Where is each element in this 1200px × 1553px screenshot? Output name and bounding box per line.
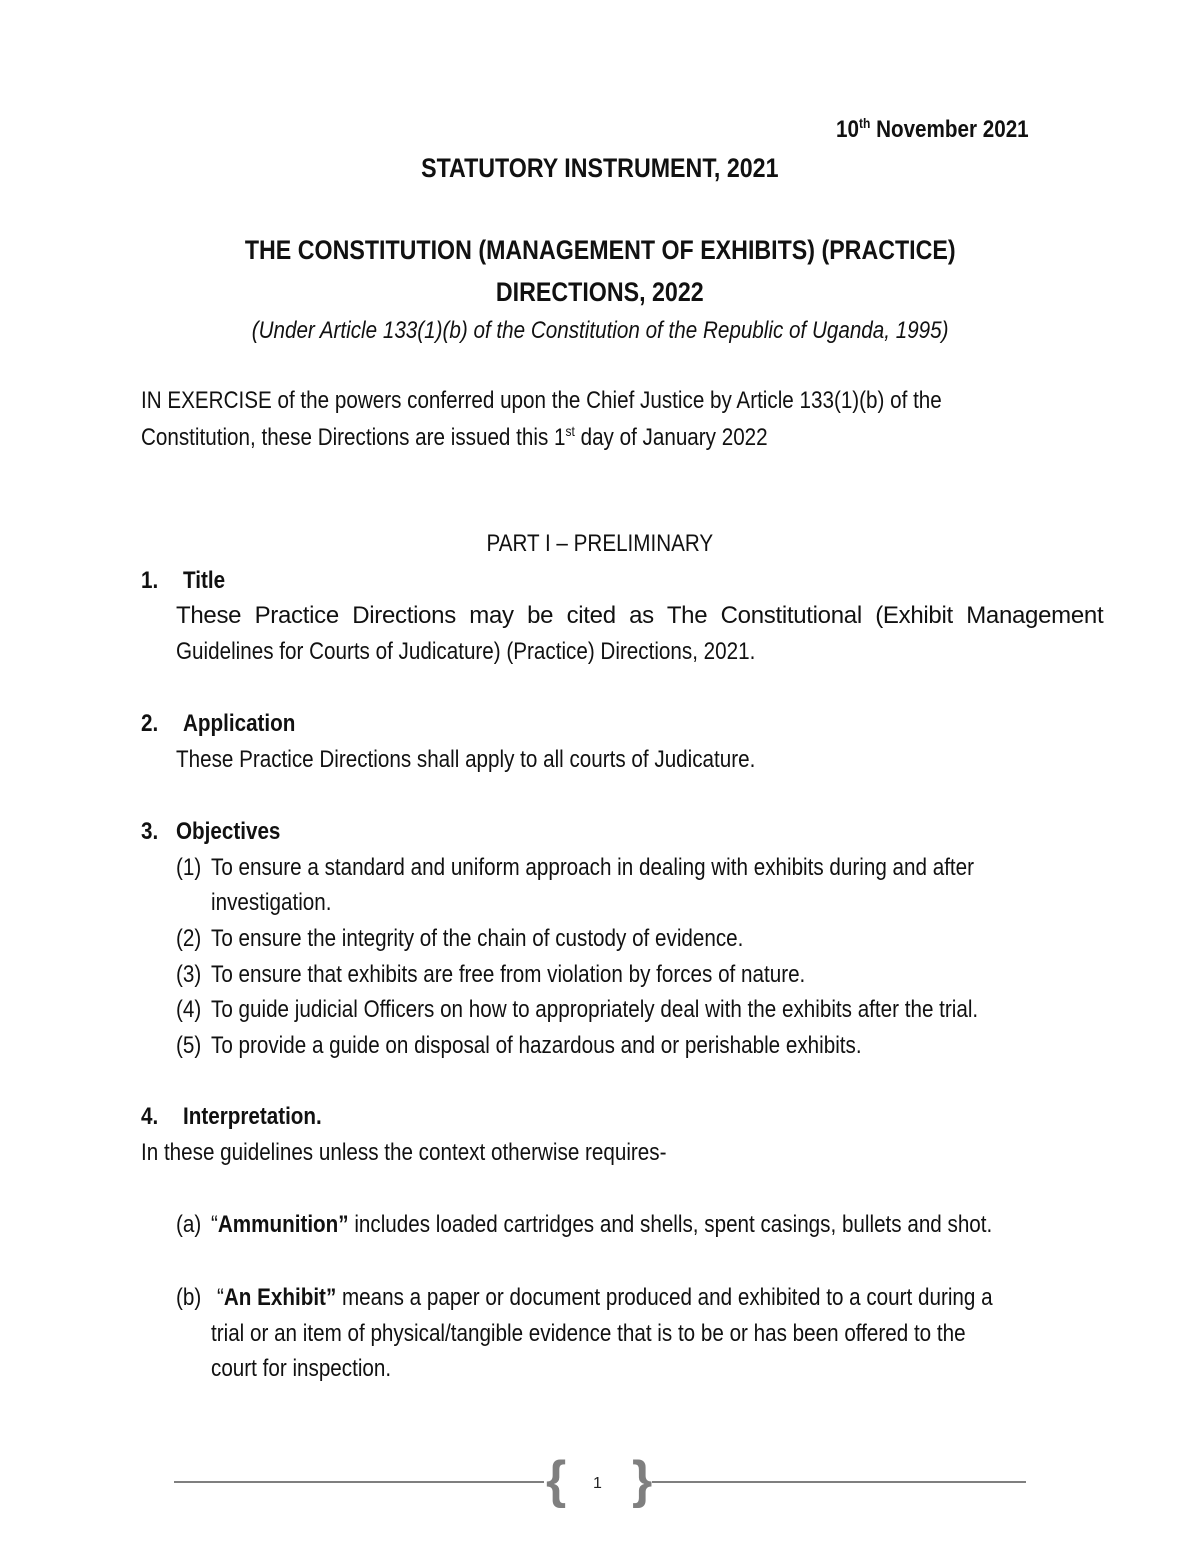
objective-5-label: (5) — [176, 1032, 202, 1059]
definition-b-label: (b) — [176, 1284, 202, 1311]
document-title-line2: DIRECTIONS, 2022 — [496, 277, 704, 307]
footer-brace-left: { — [546, 1451, 567, 1509]
section-4-intro: In these guidelines unless the context otherwise requires- — [141, 1139, 667, 1166]
footer-rule-right — [652, 1481, 1026, 1483]
section-2-text: These Practice Directions shall apply to all courts of Judicature. — [176, 746, 756, 773]
definition-a-text: “Ammunition” includes loaded cartridges and shells, spent casings, bullets and shot. — [211, 1211, 993, 1238]
definition-b-line1: “An Exhibit” means a paper or document produced and exhibited to a court during a — [217, 1284, 993, 1311]
section-1-text-line2: Guidelines for Courts of Judicature) (Practice) Directions, 2021. — [176, 638, 756, 665]
objective-4-label: (4) — [176, 996, 202, 1023]
objective-1-label: (1) — [176, 854, 202, 881]
objective-1-line1: To ensure a standard and uniform approach in dealing with exhibits during and after — [211, 854, 975, 881]
page-number: 1 — [593, 1475, 602, 1492]
section-2-title: Application — [183, 710, 296, 737]
section-4-number: 4. — [141, 1103, 159, 1130]
definition-b-line2: trial or an item of physical/tangible evidence that is to be or has been offered to the — [211, 1320, 966, 1347]
objective-2-label: (2) — [176, 925, 202, 952]
objective-4-text: To guide judicial Officers on how to appropriately deal with the exhibits after the trial. — [211, 996, 979, 1023]
section-1-text-line1: These Practice Directions may be cited as The Constitutional (Exhibit Management — [176, 602, 1104, 629]
document-date: 10th November 2021 — [836, 115, 1029, 143]
section-2-number: 2. — [141, 710, 159, 737]
section-4-title: Interpretation. — [183, 1103, 322, 1130]
section-1-number: 1. — [141, 567, 159, 594]
section-1-title: Title — [183, 567, 226, 594]
preamble-line1: IN EXERCISE of the powers conferred upon the Chief Justice by Article 133(1)(b) of the — [141, 387, 942, 414]
term-an-exhibit: An Exhibit — [223, 1284, 326, 1311]
part-heading: PART I – PRELIMINARY — [486, 530, 714, 557]
preamble-line2: Constitution, these Directions are issued this 1st day of January 2022 — [141, 423, 768, 451]
definition-b-line3: court for inspection. — [211, 1355, 392, 1382]
section-3-title: Objectives — [176, 818, 281, 845]
document-subtitle: (Under Article 133(1)(b) of the Constitution of the Republic of Uganda, 1995) — [251, 317, 949, 344]
objective-3-label: (3) — [176, 961, 202, 988]
section-3-number: 3. — [141, 818, 159, 845]
document-title-line1: THE CONSTITUTION (MANAGEMENT OF EXHIBITS) (PRACTICE) — [244, 235, 956, 265]
definition-a-label: (a) — [176, 1211, 202, 1238]
objective-2-text: To ensure the integrity of the chain of custody of evidence. — [211, 925, 744, 952]
objective-3-text: To ensure that exhibits are free from violation by forces of nature. — [211, 961, 806, 988]
objective-1-line2: investigation. — [211, 889, 332, 916]
objective-5-text: To provide a guide on disposal of hazardous and or perishable exhibits. — [211, 1032, 862, 1059]
term-ammunition: Ammunition — [217, 1211, 339, 1238]
instrument-heading: STATUTORY INSTRUMENT, 2021 — [421, 153, 779, 183]
footer-brace-right: } — [632, 1451, 653, 1509]
footer-rule-left — [174, 1481, 544, 1483]
